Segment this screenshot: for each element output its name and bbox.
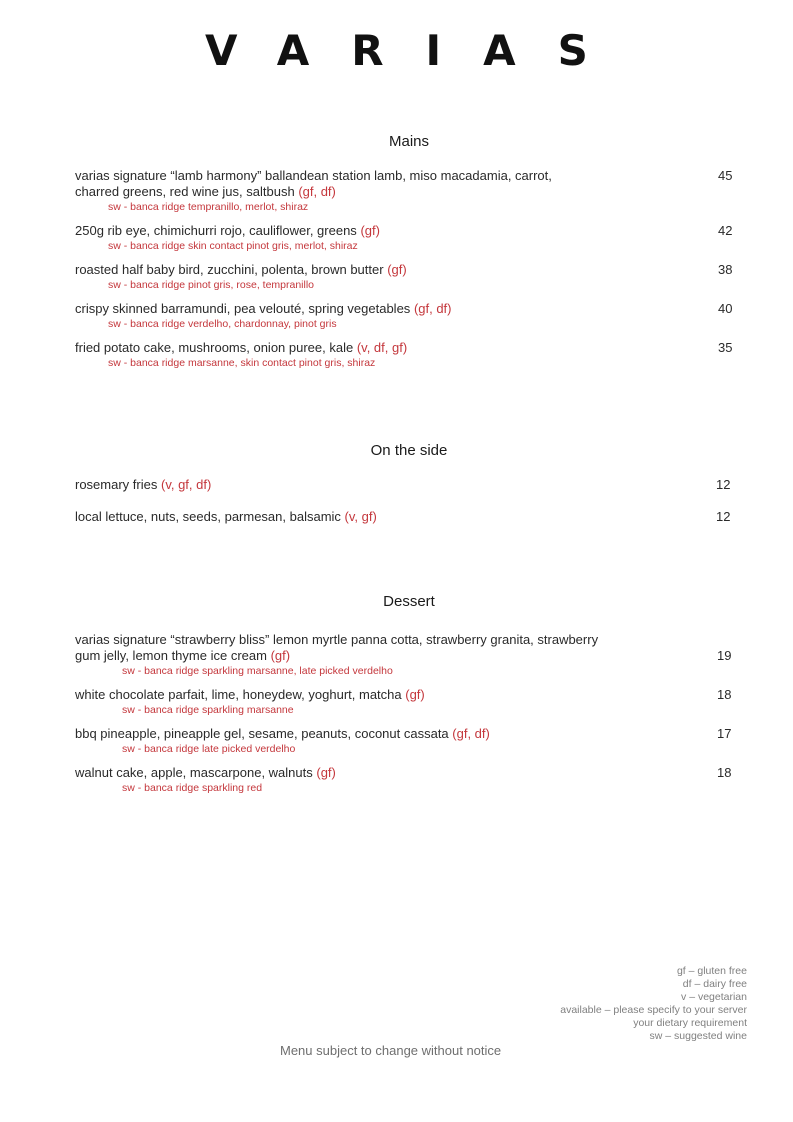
- legend-line: v – vegetarian: [681, 991, 747, 1003]
- menu-item: [75, 168, 735, 214]
- section-title-sides: On the side: [370, 442, 448, 459]
- wine-suggestion: sw - banca ridge skin contact pinot gris, merlot, shiraz: [108, 240, 358, 252]
- dietary-legend: [560, 965, 747, 1043]
- dietary-tags: (v, df, gf): [356, 340, 408, 355]
- item-price: 35: [718, 340, 733, 355]
- brand-logo: VARIAS: [205, 26, 630, 75]
- item-description: roasted half baby bird, zucchini, polenta, brown butter (gf): [75, 262, 407, 277]
- item-description: varias signature “lamb harmony” ballandean station lamb, miso macadamia, carrot, charred greens, red wine jus, saltbush (gf, df): [75, 168, 552, 199]
- menu-item: [75, 765, 735, 795]
- section-title-mains: Mains: [388, 133, 429, 150]
- legend-line: gf – gluten free: [676, 965, 747, 977]
- dietary-tags: (gf): [270, 648, 291, 663]
- menu-item: [75, 687, 735, 717]
- menu-item: [75, 509, 735, 525]
- wine-suggestion: sw - banca ridge marsanne, skin contact pinot gris, shiraz: [108, 357, 376, 369]
- dietary-tags: (gf): [360, 223, 380, 238]
- wine-suggestion: sw - banca ridge tempranillo, merlot, shiraz: [108, 201, 309, 213]
- legend-line: df – dairy free: [682, 978, 747, 990]
- wine-suggestion: sw - banca ridge sparkling marsanne, late picked verdelho: [122, 665, 393, 677]
- wine-suggestion: sw - banca ridge late picked verdelho: [122, 743, 296, 755]
- menu-item: [75, 340, 735, 370]
- item-price: 18: [717, 687, 732, 702]
- menu-item: [75, 726, 735, 756]
- item-price: 45: [718, 168, 733, 183]
- legend-line: available – please specify to your server: [560, 1004, 747, 1016]
- dietary-tags: (v, gf, df): [160, 477, 212, 492]
- dietary-tags: (gf, df): [452, 726, 490, 741]
- item-price: 42: [718, 223, 733, 238]
- menu-item: [75, 262, 735, 292]
- section-title-dessert: Dessert: [383, 593, 435, 610]
- dietary-tags: (gf, df): [413, 301, 452, 316]
- item-description: fried potato cake, mushrooms, onion puree, kale (v, df, gf): [75, 340, 408, 355]
- menu-item: [75, 632, 735, 678]
- menu-item: [75, 301, 735, 331]
- menu-item: [75, 223, 735, 253]
- item-description: rosemary fries (v, gf, df): [75, 477, 212, 492]
- item-price: 12: [716, 509, 731, 524]
- item-description: white chocolate parfait, lime, honeydew, yoghurt, matcha (gf): [75, 687, 425, 702]
- wine-suggestion: sw - banca ridge sparkling marsanne: [122, 704, 294, 716]
- item-description: walnut cake, apple, mascarpone, walnuts (gf): [75, 765, 336, 780]
- dietary-tags: (gf): [387, 262, 407, 277]
- item-price: 18: [717, 765, 732, 780]
- legend-line: sw – suggested wine: [649, 1030, 747, 1042]
- wine-suggestion: sw - banca ridge verdelho, chardonnay, pinot gris: [108, 318, 337, 330]
- item-description: crispy skinned barramundi, pea velouté, spring vegetables (gf, df): [75, 301, 452, 316]
- dietary-tags: (gf): [316, 765, 336, 780]
- wine-suggestion: sw - banca ridge pinot gris, rose, tempranillo: [108, 279, 315, 291]
- dietary-tags: (v, gf): [344, 509, 377, 524]
- item-price: 38: [718, 262, 733, 277]
- legend-line: your dietary requirement: [633, 1017, 747, 1029]
- wine-suggestion: sw - banca ridge sparkling red: [122, 782, 263, 794]
- item-price: 40: [718, 301, 733, 316]
- dietary-tags: (gf, df): [298, 184, 336, 199]
- item-price: 17: [717, 726, 732, 741]
- item-price: 12: [716, 477, 731, 492]
- menu-item: [75, 477, 735, 493]
- item-price: 19: [717, 648, 732, 663]
- item-description: local lettuce, nuts, seeds, parmesan, balsamic (v, gf): [75, 509, 377, 524]
- item-description: bbq pineapple, pineapple gel, sesame, peanuts, coconut cassata (gf, df): [75, 726, 490, 741]
- footer-note: Menu subject to change without notice: [280, 1043, 502, 1058]
- item-description: 250g rib eye, chimichurri rojo, cauliflower, greens (gf): [75, 223, 380, 238]
- dietary-tags: (gf): [405, 687, 425, 702]
- item-description: varias signature “strawberry bliss” lemon myrtle panna cotta, strawberry granita, strawberry gum jelly, lemon thyme ice cream (gf): [75, 632, 599, 663]
